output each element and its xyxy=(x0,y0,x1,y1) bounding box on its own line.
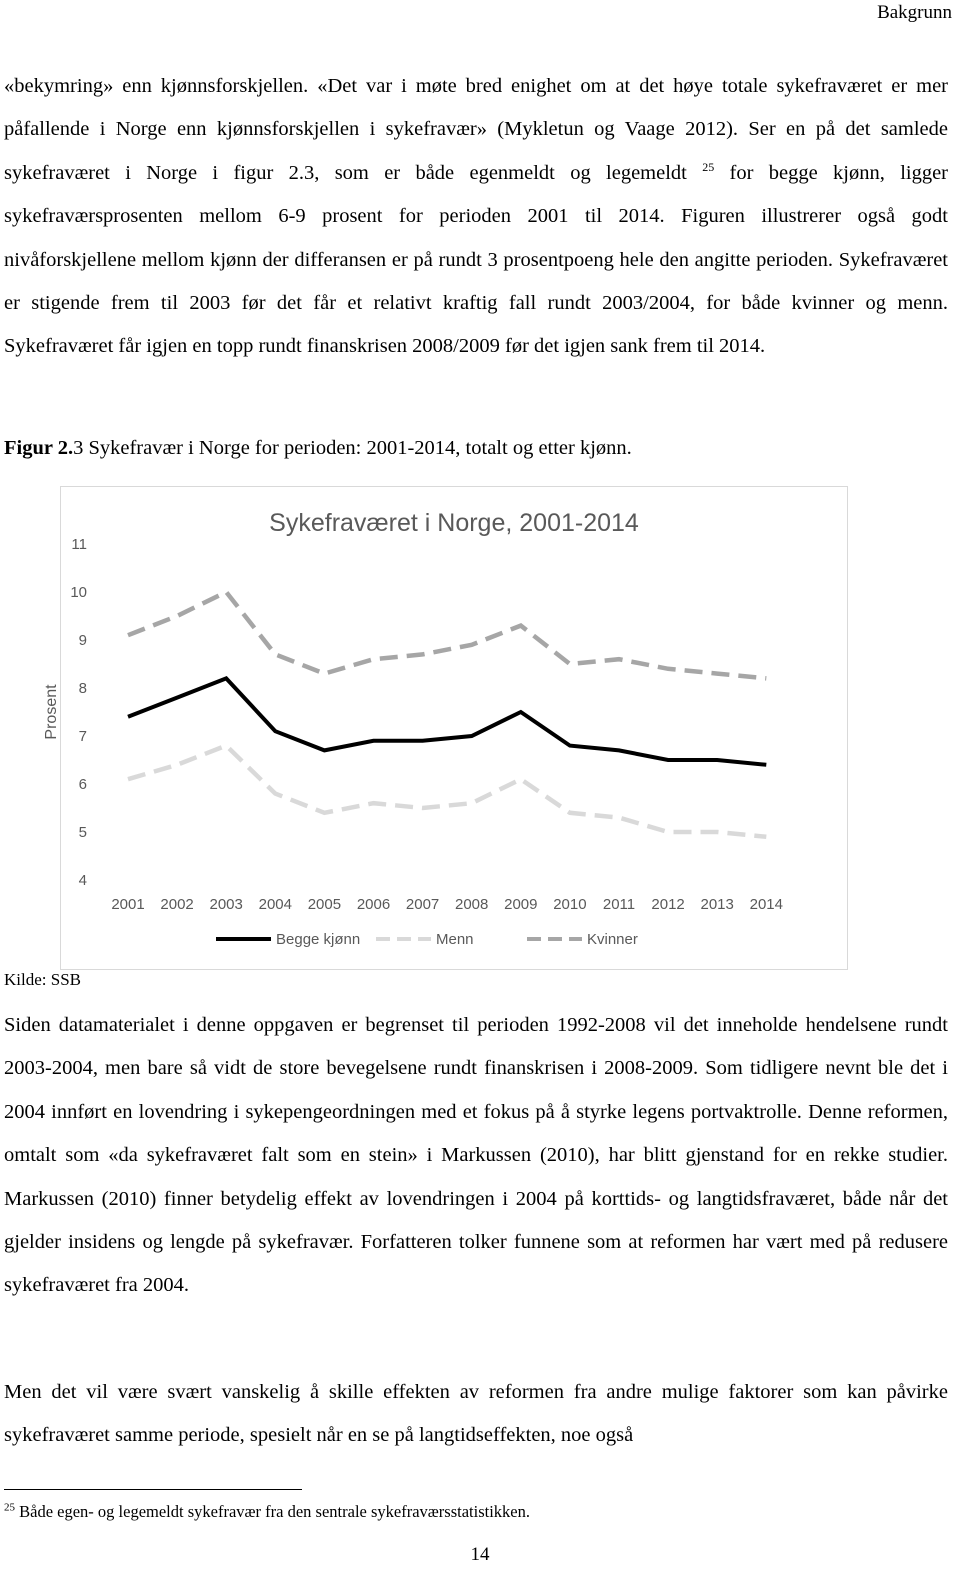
series-line-begge-kjonn xyxy=(128,678,766,764)
y-tick-label: 6 xyxy=(78,776,87,793)
x-tick-label: 2003 xyxy=(209,896,243,913)
y-tick-label: 8 xyxy=(78,680,87,697)
y-axis-label: Prosent xyxy=(43,684,60,740)
paragraph-intro xyxy=(4,65,948,369)
footnote xyxy=(4,1500,530,1524)
x-tick-label: 2010 xyxy=(553,896,587,913)
x-tick-label: 2012 xyxy=(651,896,685,913)
y-axis-ticks xyxy=(70,536,87,889)
paragraph-intro-text-a: «bekymring» enn kjønnsforskjellen. «Det var i møte bred enighet om at det høye totale sykefraværet er mer påfallende i Norge enn kjønnsforskjellen i sykefravær» (Mykletun og Vaage 2012). Ser en på det samlede sykefraværet i Norge i figur 2.3, som er både egenmeldt og legemeldt xyxy=(4,75,948,184)
y-tick-label: 9 xyxy=(78,632,87,649)
figure-source: Kilde: SSB xyxy=(4,970,81,989)
y-tick-label: 10 xyxy=(70,584,87,601)
x-axis-ticks xyxy=(111,896,783,913)
x-tick-label: 2002 xyxy=(160,896,194,913)
footnote-text: Både egen- og legemeldt sykefravær fra den sentrale sykefraværsstatistikken. xyxy=(15,1502,530,1521)
sick-leave-chart xyxy=(43,486,848,970)
y-tick-label: 4 xyxy=(78,872,87,889)
series-line-kvinner xyxy=(128,592,766,678)
chart-title: Sykefraværet i Norge, 2001-2014 xyxy=(269,509,639,537)
paragraph-intro-text-b: for begge kjønn, ligger sykefraværsprosenten mellom 6-9 prosent for perioden 2001 til 2014. Figuren illustrerer også godt nivåforskjellene mellom kjønn der differansen er på rundt 3 prosentpoeng hele den angitte perioden. Sykefraværet er stigende frem til 2003 før det får et relativt kraftig fall rundt 2003/2004, for både kvinner og menn. Sykefraværet får igjen en topp rundt finanskrisen 2008/2009 før det igjen sank frem til 2014. xyxy=(4,161,949,358)
x-tick-label: 2009 xyxy=(504,896,538,913)
legend-label: Menn xyxy=(436,931,474,948)
x-tick-label: 2005 xyxy=(307,896,342,913)
figure-caption xyxy=(4,434,632,462)
x-tick-label: 2008 xyxy=(455,896,489,913)
x-tick-label: 2007 xyxy=(405,896,440,913)
paragraph-reform-effect: Men det vil være svært vanskelig å skille effekten av reformen fra andre mulige faktorer som kan påvirke sykefraværet samme periode, spesielt når en se på langtidseffekten, noe også xyxy=(4,1381,948,1447)
x-tick-label: 2001 xyxy=(111,896,145,913)
x-tick-label: 2011 xyxy=(602,896,636,913)
footnote-number: 25 xyxy=(4,1501,15,1514)
running-header: Bakgrunn xyxy=(877,2,952,23)
legend-label: Kvinner xyxy=(587,931,638,948)
legend-label: Begge kjønn xyxy=(276,931,361,948)
series-lines xyxy=(128,592,766,837)
figure-caption-text: 3 Sykefravær i Norge for perioden: 2001-2014, totalt og etter kjønn. xyxy=(73,437,632,459)
x-tick-label: 2004 xyxy=(258,896,292,913)
figure-label: Figur 2. xyxy=(4,437,74,459)
page-number: 14 xyxy=(470,1544,490,1565)
x-tick-label: 2014 xyxy=(749,896,783,913)
x-tick-label: 2006 xyxy=(356,896,391,913)
footnote-separator xyxy=(4,1489,302,1490)
y-tick-label: 5 xyxy=(78,824,87,841)
y-tick-label: 7 xyxy=(78,728,87,745)
y-tick-label: 11 xyxy=(71,536,87,553)
footnote-reference[interactable]: 25 xyxy=(702,159,715,174)
chart-legend xyxy=(216,931,638,948)
paragraph-data-period: Siden datamaterialet i denne oppgaven er begrenset til perioden 1992-2008 vil det inneholde hendelsene rundt 2003-2004, men bare så vidt de store bevegelsene rundt finanskrisen i 2008-2009. Som tidligere nevnt ble det i 2004 innført en lovendring i sykepengeordningen med et fokus på å styrke legens portvaktrolle. Denne reformen, omtalt som «da sykefraværet falt som en stein» i Markussen (2010), har blitt gjenstand for en rekke studier. Markussen (2010) finner betydelig effekt av lovendringen i 2004 på korttids- og langtidsfraværet, både når det gjelder insidens og lengde på sykefravær. Forfatteren tolker funnene som at reformen har vært med på redusere sykefraværet fra 2004. xyxy=(4,1014,948,1297)
chart-canvas xyxy=(43,487,847,969)
x-tick-label: 2013 xyxy=(700,896,734,913)
